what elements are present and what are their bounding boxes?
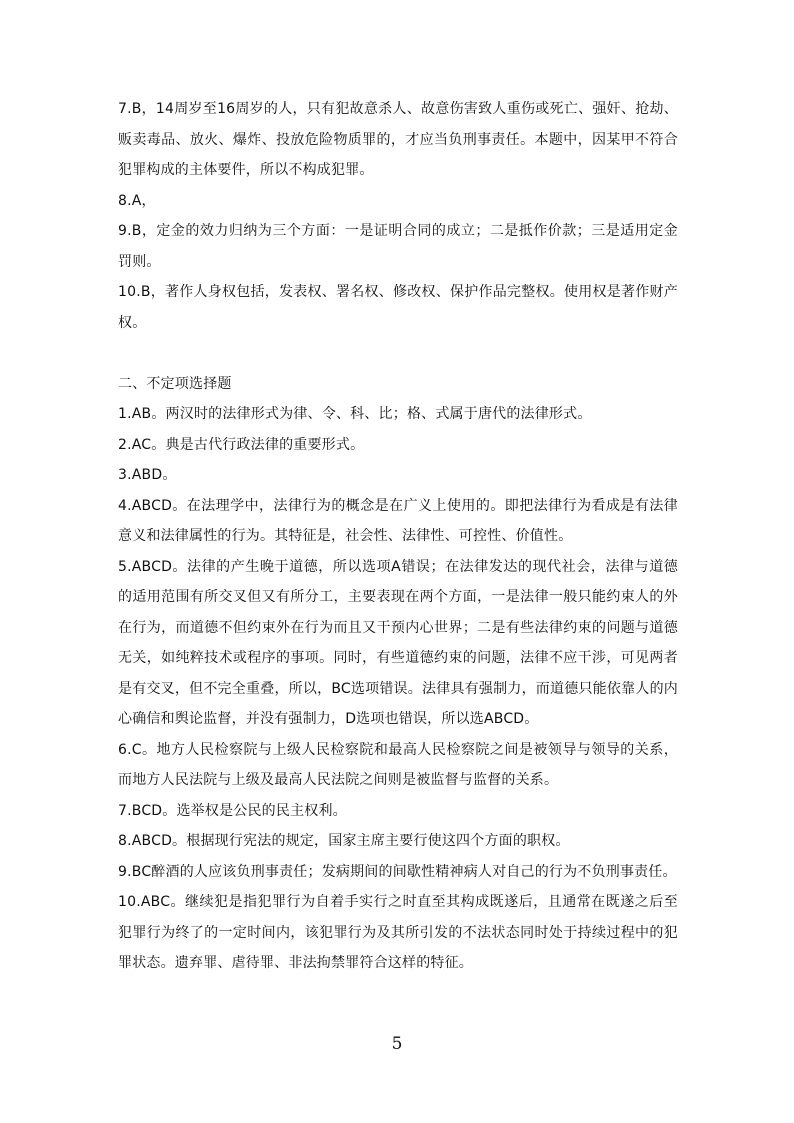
answer-paragraph: 6.C。地方人民检察院与上级人民检察院和最高人民检察院之间是被领导与领导的关系，而地方人民法院与上级及最高人民法院之间则是被监督与监督的关系。: [118, 741, 678, 788]
document-body: [118, 94, 678, 979]
section-gap: [118, 338, 678, 369]
answer-paragraph: 8.ABCD。根据现行宪法的规定，国家主席主要行使这四个方面的职权。: [118, 833, 570, 849]
answer-paragraph: 2.AC。典是古代行政法律的重要形式。: [118, 436, 365, 453]
page-number: 5: [391, 1034, 403, 1054]
answer-paragraph: 7.B，14周岁至16周岁的人，只有犯故意杀人、故意伤害致人重伤或死亡、强奸、抢劫、贩卖毒品、放火、爆炸、投放危险物质罪的，才应当负刑事责任。本题中，因某甲不符合犯罪构成的主体要件，所以不构成犯罪。: [118, 101, 678, 178]
section-heading: 二、不定项选择题: [118, 375, 232, 392]
answer-paragraph: 10.B，著作人身权包括，发表权、署名权、修改权、保护作品完整权。使用权是著作财产权。: [118, 284, 678, 331]
answer-paragraph: 4.ABCD。在法理学中，法律行为的概念是在广义上使用的。即把法律行为看成是有法律意义和法律属性的行为。其特征是，社会性、法律性、可控性、价值性。: [118, 497, 678, 544]
answer-paragraph: 5.ABCD。法律的产生晚于道德，所以选项A错误；在法律发达的现代社会，法律与道德的适用范围有所交叉但又有所分工，主要表现在两个方面，一是法律一般只能约束人的外在行为，而道德不但约束外在行为而且又干预内心世界；二是有些法律约束的问题与道德无关，如纯粹技术或程序的事项。同时，有些道德约束的问题，法律不应干涉，可见两者是有交叉，但不完全重叠，所以，BC选项错误。法律具有强制力，而道德只能依靠人的内心确信和舆论监督，并没有强制力，D选项也错误，所以选ABCD。: [118, 558, 678, 727]
answer-paragraph: 1.AB。两汉时的法律形式为律、令、科、比；格、式属于唐代的法律形式。: [118, 406, 592, 422]
answer-paragraph: 9.BC醉酒的人应该负刑事责任；发病期间的间歇性精神病人对自己的行为不负刑事责任。: [118, 863, 677, 880]
answer-paragraph: 7.BCD。选举权是公民的民主权利。: [118, 802, 347, 819]
answer-paragraph: 10.ABC。继续犯是指犯罪行为自着手实行之时直至其构成既遂后，且通常在既遂之后至犯罪行为终了的一定时间内，该犯罪行为及其所引发的不法状态同时处于持续过程中的犯罪状态。遗弃罪、虐待罪、非法拘禁罪符合这样的特征。: [118, 894, 678, 971]
answer-paragraph: 3.ABD。: [118, 467, 177, 483]
answer-paragraph: 9.B，定金的效力归纳为三个方面：一是证明合同的成立；二是抵作价款；三是适用定金罚则。: [118, 223, 678, 270]
answer-paragraph: 8.A，: [118, 192, 156, 209]
